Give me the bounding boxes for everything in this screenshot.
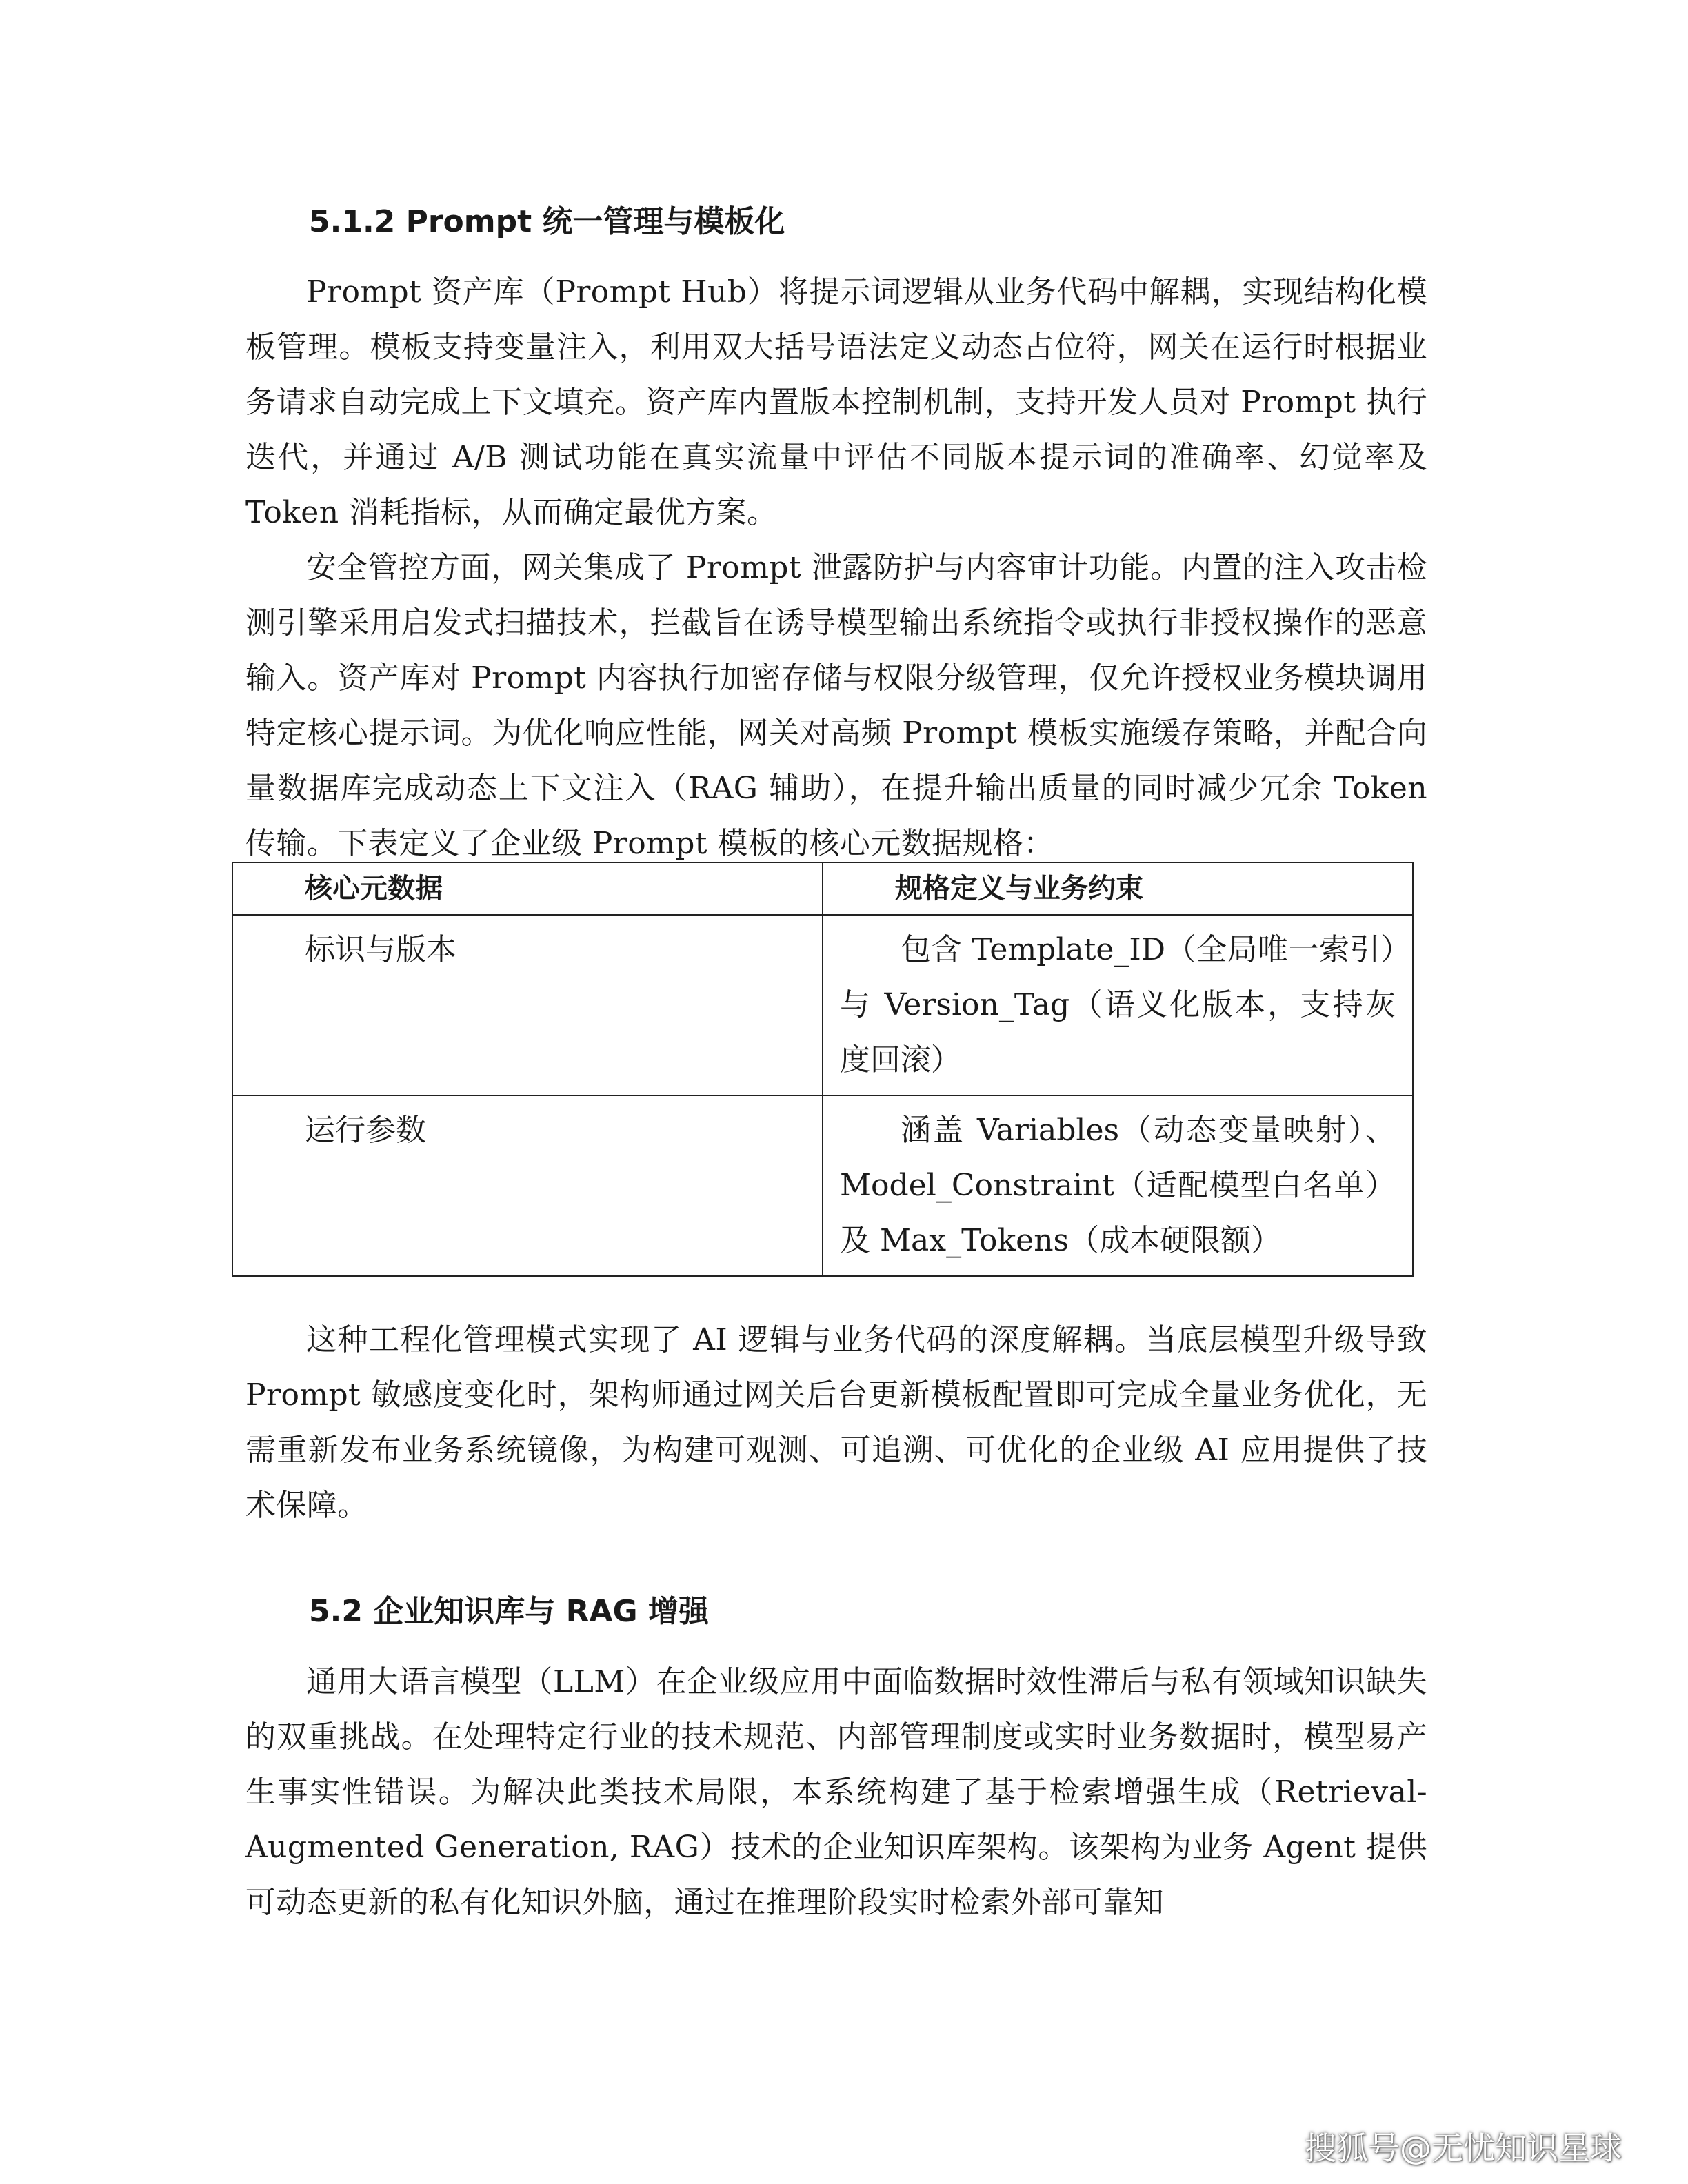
table-row (232, 1095, 1413, 1276)
table-header-row (232, 862, 1413, 915)
metadata-spec-table (232, 862, 1414, 1277)
table-cell-label: 运行参数 (232, 1095, 823, 1276)
table-cell-spec: 涵盖 Variables（动态变量映射）、Model_Constraint（适配模型白名单）及 Max_Tokens（成本硬限额） (823, 1095, 1413, 1276)
body-paragraph: 这种工程化管理模式实现了 AI 逻辑与业务代码的深度解耦。当底层模型升级导致 Prompt 敏感度变化时，架构师通过网关后台更新模板配置即可完成全量业务优化，无需重新发布业务系统镜像，为构建可观测、可追溯、可优化的企业级 AI 应用提供了技术保障。 (245, 1322, 1427, 1523)
table-header-cell: 核心元数据 (232, 862, 823, 915)
body-paragraph: 通用大语言模型（LLM）在企业级应用中面临数据时效性滞后与私有领域知识缺失的双重挑战。在处理特定行业的技术规范、内部管理制度或实时业务数据时，模型易产生事实性错误。为解决此类技术局限，本系统构建了基于检索增强生成（Retrieval-Augmented Generation, RAG）技术的企业知识库架构。该架构为业务 Agent 提供可动态更新的私有化知识外脑，通过在推理阶段实时检索外部可靠知 (245, 1664, 1427, 1920)
table-row (232, 915, 1413, 1095)
body-paragraph: Prompt 资产库（Prompt Hub）将提示词逻辑从业务代码中解耦，实现结构化模板管理。模板支持变量注入，利用双大括号语法定义动态占位符，网关在运行时根据业务请求自动完成上下文填充。资产库内置版本控制机制，支持开发人员对 Prompt 执行迭代，并通过 A/B 测试功能在真实流量中评估不同版本提示词的准确率、幻觉率及 Token 消耗指标，从而确定最优方案。 (245, 274, 1427, 530)
table-cell-spec: 包含 Template_ID（全局唯一索引）与 Version_Tag（语义化版本，支持灰度回滚） (823, 915, 1413, 1095)
section-heading-5-2: 5.2 企业知识库与 RAG 增强 (309, 1594, 709, 1629)
section-heading-5-1-2: 5.1.2 Prompt 统一管理与模板化 (309, 204, 785, 239)
body-paragraph: 安全管控方面，网关集成了 Prompt 泄露防护与内容审计功能。内置的注入攻击检测引擎采用启发式扫描技术，拦截旨在诱导模型输出系统指令或执行非授权操作的恶意输入。资产库对 Prompt 内容执行加密存储与权限分级管理，仅允许授权业务模块调用特定核心提示词。为优化响应性能，网关对高频 Prompt 模板实施缓存策略，并配合向量数据库完成动态上下文注入（RAG 辅助），在提升输出质量的同时减少冗余 Token 传输。下表定义了企业级 Prompt 模板的核心元数据规格： (245, 550, 1427, 861)
table-cell-label: 标识与版本 (232, 915, 823, 1095)
table-header-cell: 规格定义与业务约束 (823, 862, 1413, 915)
source-watermark: 搜狐号@无忧知识星球 (1305, 2130, 1622, 2167)
